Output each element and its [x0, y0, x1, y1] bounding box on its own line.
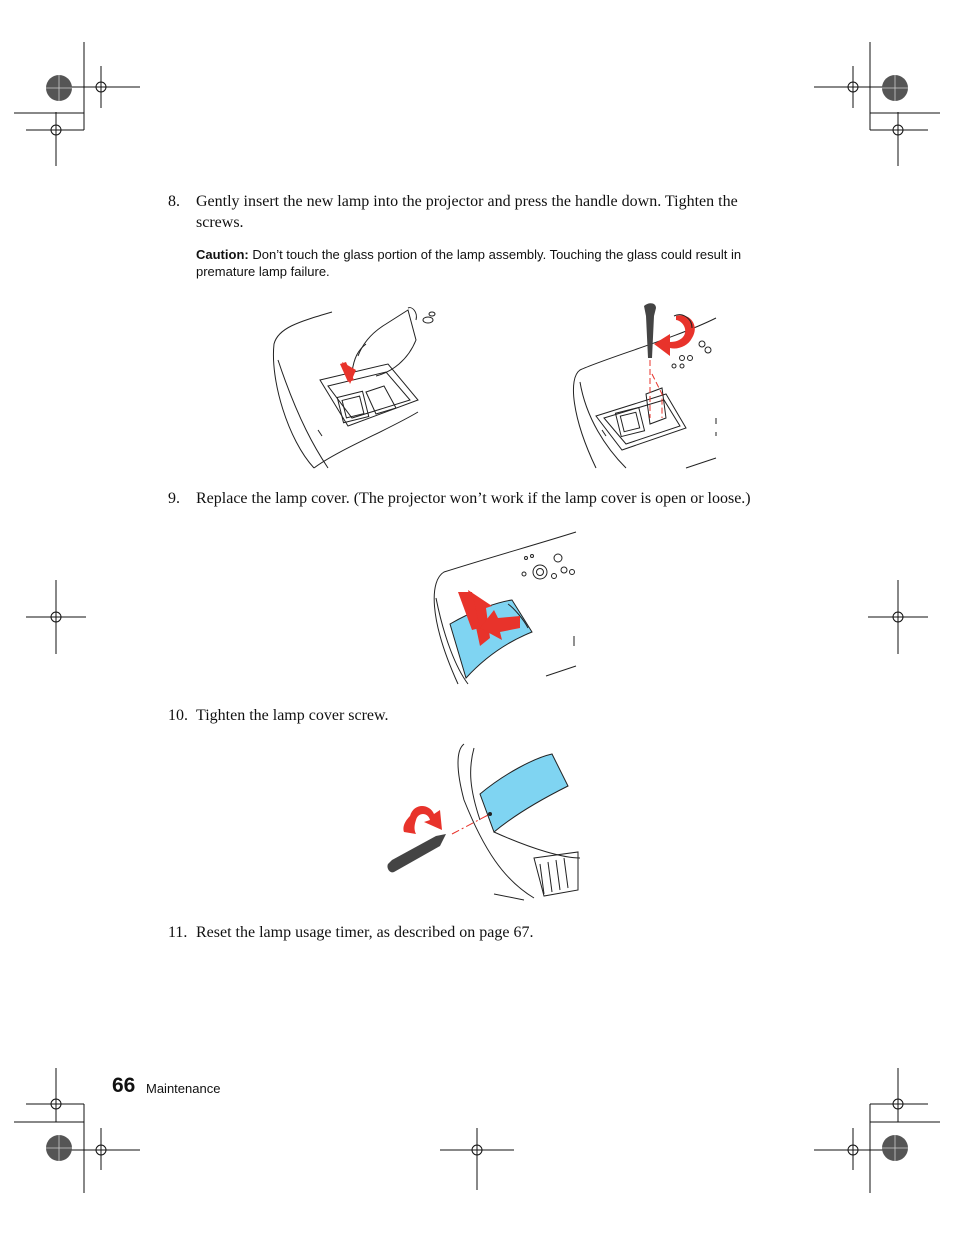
- step-8: [168, 191, 778, 233]
- step-9: [168, 488, 778, 509]
- step-number: 10.: [168, 707, 188, 724]
- step-10: [168, 705, 778, 726]
- page-number: 66: [112, 1074, 136, 1097]
- step-number: 9.: [168, 490, 180, 507]
- step-number: 11.: [168, 924, 188, 941]
- figure-tighten-cover-screw: [384, 740, 584, 900]
- section-title: Maintenance: [146, 1081, 221, 1096]
- caution-note: [196, 246, 776, 280]
- step-11: [168, 922, 778, 943]
- step-text: Tighten the lamp cover screw.: [196, 707, 389, 724]
- step-number: 8.: [168, 193, 180, 210]
- caution-text: Don’t touch the glass portion of the lamp assembly. Touching the glass could result in premature lamp failure.: [196, 247, 742, 279]
- figure-tighten-lamp-screws: [566, 298, 726, 473]
- figure-replace-lamp-cover: [428, 528, 578, 688]
- step-text: Replace the lamp cover. (The projector won’t work if the lamp cover is open or loose.): [196, 490, 751, 507]
- caution-label: Caution:: [196, 247, 249, 262]
- step-text: Reset the lamp usage timer, as described on page 67.: [196, 924, 534, 941]
- step-text: Gently insert the new lamp into the projector and press the handle down. Tighten the screws.: [196, 193, 738, 231]
- figure-insert-lamp: [268, 300, 448, 470]
